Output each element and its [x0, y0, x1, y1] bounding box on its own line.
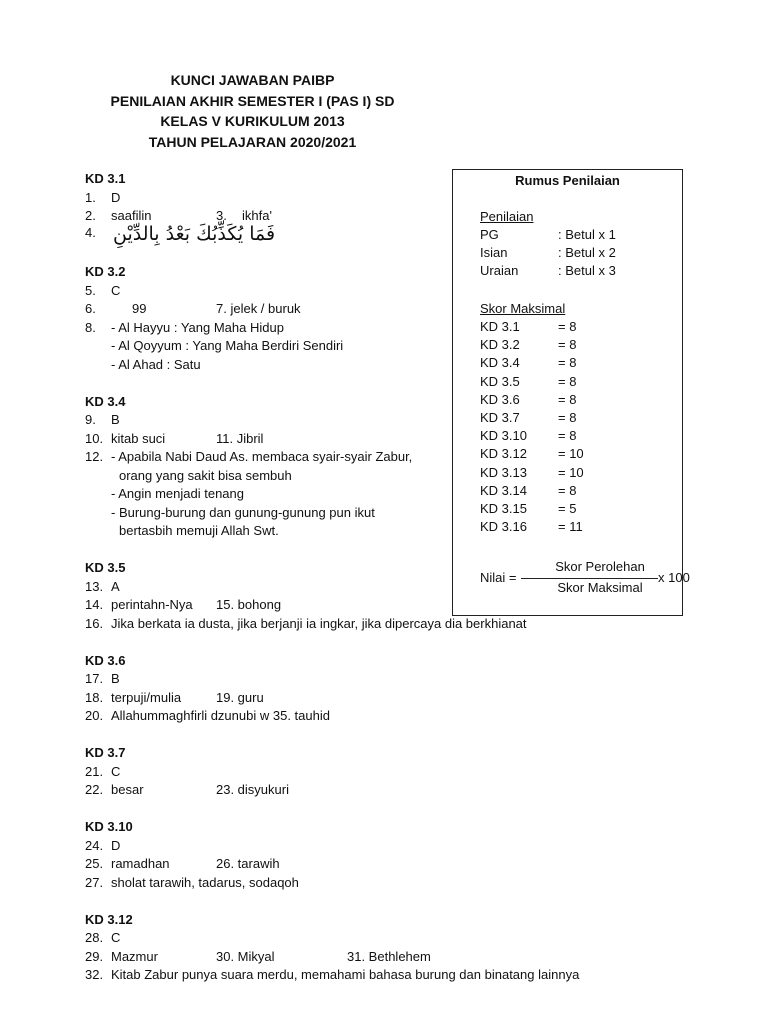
- answer-text: saafilin: [111, 208, 152, 223]
- skor-row: [480, 427, 680, 445]
- skor-value: = 8: [558, 337, 577, 353]
- skor-value: = 8: [558, 355, 577, 371]
- item-number: 1.: [85, 189, 96, 205]
- item-number: 6.: [85, 301, 96, 316]
- item-number: 2.: [85, 208, 96, 223]
- skor-kd: KD 3.4: [480, 355, 520, 371]
- skor-value: = 5: [558, 501, 577, 516]
- answer-line: [85, 670, 645, 689]
- skor-kd: KD 3.10: [480, 428, 527, 444]
- section-kd-3-10: [85, 818, 645, 892]
- penilaian-row: [480, 262, 680, 280]
- item-number: 16.: [85, 615, 104, 631]
- answer-text: 99: [132, 301, 147, 316]
- skor-kd: KD 3.15: [480, 501, 527, 516]
- answer-text: C: [111, 282, 121, 298]
- penilaian-value: : Betul x 2: [558, 245, 616, 260]
- answer-text: ikhfa': [242, 208, 272, 223]
- penilaian-value: : Betul x 3: [558, 263, 616, 278]
- answer-text: - Al Hayyu : Yang Maha Hidup: [111, 319, 284, 335]
- formula-denominator: Skor Maksimal: [557, 580, 643, 595]
- item-number: 8.: [85, 319, 96, 335]
- answer-text: Mazmur: [111, 948, 158, 964]
- item-number: 18.: [85, 689, 104, 705]
- answer-text: C: [111, 930, 121, 945]
- answer-text: C: [111, 763, 121, 779]
- answer-text: 30. Mikyal: [216, 948, 275, 964]
- answer-text: perintahn-Nya: [111, 597, 193, 612]
- answer-text: 19. guru: [216, 689, 264, 705]
- answer-text: 15. bohong: [216, 597, 282, 612]
- skor-row: [480, 409, 680, 427]
- answer-text: Kitab Zabur punya suara merdu, memahami bahasa burung dan binatang lainnya: [111, 967, 580, 982]
- answer-text: orang yang sakit bisa sembuh: [119, 467, 292, 483]
- skor-value: = 11: [558, 519, 583, 535]
- section-heading: KD 3.5: [85, 560, 126, 575]
- answer-line: [85, 707, 645, 726]
- item-number: 14.: [85, 597, 104, 612]
- answer-text: 31. Bethlehem: [347, 948, 431, 964]
- answer-line: [85, 855, 645, 874]
- penilaian-value: : Betul x 1: [558, 227, 616, 242]
- scoring-formula-box: [452, 169, 690, 616]
- skor-kd: KD 3.6: [480, 391, 520, 407]
- answer-line: [85, 763, 645, 782]
- answer-text: bertasbih memuji Allah Swt.: [119, 523, 279, 538]
- answer-line: [85, 874, 645, 893]
- item-number: 13.: [85, 578, 104, 594]
- fraction-bar: [521, 578, 658, 579]
- item-number: 3.: [216, 208, 227, 223]
- skor-row: [480, 318, 680, 336]
- answer-line: [85, 966, 645, 985]
- skor-row: [480, 445, 680, 463]
- skor-kd: KD 3.14: [480, 482, 527, 498]
- answer-text: 11. Jibril: [216, 430, 264, 446]
- box-title: Rumus Penilaian: [515, 173, 620, 188]
- penilaian-label: Isian: [480, 245, 508, 260]
- answer-text: Jika berkata ia dusta, jika berjanji ia ingkar, jika dipercaya dia berkhianat: [111, 615, 527, 631]
- answer-text: D: [111, 189, 121, 205]
- item-number: 27.: [85, 874, 104, 890]
- item-number: 24.: [85, 837, 104, 853]
- skor-kd: KD 3.1: [480, 319, 520, 334]
- item-number: 5.: [85, 282, 96, 298]
- answer-text: sholat tarawih, tadarus, sodaqoh: [111, 874, 299, 890]
- skor-kd: KD 3.7: [480, 410, 520, 425]
- document-title: [0, 70, 505, 152]
- formula-multiplier: x 100: [658, 570, 690, 585]
- answer-text: kitab suci: [111, 430, 166, 446]
- penilaian-label: PG: [480, 227, 499, 242]
- answer-line: [85, 948, 645, 967]
- skor-row: [480, 500, 680, 518]
- title-line-1: KUNCI JAWABAN PAIBP: [170, 72, 335, 88]
- item-number: 17.: [85, 671, 104, 686]
- skor-row: [480, 464, 680, 482]
- skor-kd: KD 3.2: [480, 337, 520, 353]
- penilaian-label: Uraian: [480, 263, 519, 278]
- title-line-4: TAHUN PELAJARAN 2020/2021: [148, 133, 357, 150]
- answer-line: [85, 615, 645, 634]
- item-number: 21.: [85, 763, 104, 779]
- penilaian-row: [480, 226, 680, 244]
- formula-numerator: Skor Perolehan: [555, 559, 645, 574]
- answer-text: ramadhan: [111, 856, 170, 871]
- answer-text: terpuji/mulia: [111, 689, 182, 705]
- skor-row: [480, 373, 680, 391]
- skor-kd: KD 3.12: [480, 446, 527, 462]
- section-heading: KD 3.12: [85, 911, 133, 927]
- skor-value: = 8: [558, 428, 577, 444]
- item-number: 29.: [85, 948, 104, 964]
- answer-text: 26. tarawih: [216, 856, 280, 871]
- answer-text: - Al Qoyyum : Yang Maha Berdiri Sendiri: [111, 338, 344, 353]
- answer-text: besar: [111, 782, 144, 797]
- item-number: 25.: [85, 856, 104, 871]
- section-kd-3-7: [85, 744, 645, 800]
- skor-kd: KD 3.5: [480, 373, 520, 389]
- skor-value: = 8: [558, 410, 577, 425]
- answer-line: [85, 929, 645, 948]
- item-number: 22.: [85, 782, 104, 797]
- answer-text: 23. disyukuri: [216, 782, 289, 797]
- section-heading: KD 3.7: [85, 745, 126, 760]
- skor-value: = 8: [558, 391, 577, 407]
- skor-row: [480, 354, 680, 372]
- answer-line: [85, 837, 645, 856]
- skor-value: = 10: [558, 446, 584, 462]
- skor-row: [480, 518, 680, 536]
- item-number: 28.: [85, 930, 104, 945]
- skor-kd: KD 3.16: [480, 519, 527, 535]
- section-kd-3-6: [85, 652, 645, 726]
- section-heading: KD 3.4: [85, 393, 126, 409]
- skor-value: = 8: [558, 482, 577, 498]
- answer-text: - Apabila Nabi Daud As. membaca syair-syair Zabur,: [111, 449, 413, 464]
- answer-text: - Burung-burung dan gunung-gunung pun ikut: [111, 504, 375, 520]
- answer-line: [85, 689, 645, 708]
- item-number: 10.: [85, 430, 104, 446]
- answer-text: B: [111, 671, 120, 686]
- answer-text: 7. jelek / buruk: [216, 301, 301, 316]
- answer-line: [85, 781, 645, 800]
- section-heading: KD 3.10: [85, 819, 133, 834]
- penilaian-heading: Penilaian: [480, 209, 534, 224]
- answer-text: B: [111, 412, 120, 427]
- title-line-2: PENILAIAN AKHIR SEMESTER I (PAS I) SD: [110, 92, 395, 109]
- answer-text: A: [111, 578, 120, 594]
- item-number: 20.: [85, 708, 104, 723]
- skor-value: = 8: [558, 319, 577, 334]
- item-number: 4.: [85, 224, 96, 240]
- answer-text: D: [111, 837, 121, 853]
- skor-kd: KD 3.13: [480, 464, 527, 480]
- item-number: 32.: [85, 967, 104, 982]
- section-heading: KD 3.2: [85, 264, 126, 279]
- section-heading: KD 3.6: [85, 652, 126, 668]
- nilai-label: Nilai =: [480, 570, 517, 585]
- answer-text: Allahummaghfirli dzunubi w 35. tauhid: [111, 708, 330, 723]
- item-number: 12.: [85, 449, 104, 464]
- skor-value: = 10: [558, 464, 584, 480]
- title-line-3: KELAS V KURIKULUM 2013: [160, 113, 345, 129]
- section-heading: KD 3.1: [85, 171, 126, 186]
- skor-heading: Skor Maksimal: [480, 301, 566, 316]
- skor-row: [480, 482, 680, 500]
- skor-value: = 8: [558, 373, 577, 389]
- arabic-answer: فَمَا يُكَذِّبُكَ بَعْدُ بِالدِّيْنِ: [113, 222, 276, 245]
- skor-row: [480, 336, 680, 354]
- item-number: 9.: [85, 412, 96, 427]
- answer-text: - Angin menjadi tenang: [111, 486, 244, 501]
- section-kd-3-12: [85, 911, 645, 985]
- skor-row: [480, 391, 680, 409]
- penilaian-row: [480, 244, 680, 262]
- answer-text: - Al Ahad : Satu: [111, 356, 201, 372]
